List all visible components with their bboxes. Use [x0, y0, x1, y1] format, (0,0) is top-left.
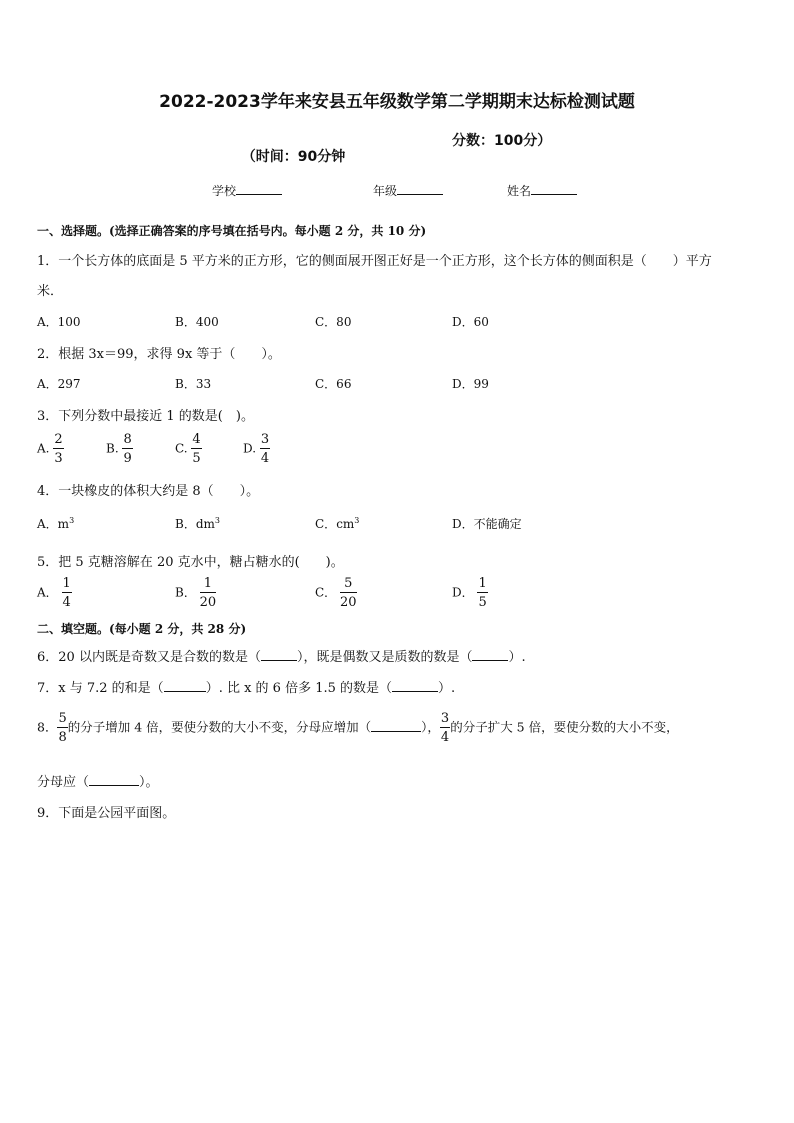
option-label: A．: [37, 517, 58, 531]
name-label: 姓名: [507, 184, 532, 198]
numerator: 1: [200, 577, 217, 593]
q5-option-c: [315, 577, 357, 609]
question-7-text: [37, 677, 455, 696]
unit: cm: [336, 517, 355, 531]
denominator: 4: [62, 595, 71, 610]
q6-part-a: 6．20 以内既是奇数又是合数的数是（: [37, 650, 261, 665]
question-8-text: [37, 712, 679, 744]
exponent: 3: [354, 516, 360, 525]
section-heading-fill: 二、填空题。(每小题 2 分，共 28 分): [37, 622, 247, 636]
denominator: 4: [260, 451, 270, 466]
question-9-text: 9．下面是公园平面图。: [37, 806, 176, 821]
numerator: 4: [192, 432, 201, 447]
school-field: [212, 182, 282, 199]
denominator: 9: [123, 451, 132, 466]
option-label: D.: [243, 441, 257, 456]
score-label: 分数：100分）: [452, 133, 552, 149]
option-label: C．: [315, 585, 337, 600]
unit: 不能确定: [473, 517, 522, 531]
option-label: D．: [452, 585, 474, 600]
fraction: [340, 577, 357, 609]
denominator: 20: [199, 595, 217, 610]
denominator: 3: [54, 451, 63, 466]
fraction: [62, 577, 72, 609]
question-5-text: 5．把 5 克糖溶解在 20 克水中，糖占糖水的( )。: [37, 555, 344, 570]
grade-blank: [397, 184, 443, 195]
answer-blank[interactable]: [371, 721, 421, 732]
exam-meta: [232, 130, 552, 182]
q1-option-d: D．60: [452, 315, 489, 329]
question-8-text-cont: [37, 771, 159, 790]
q3-option-c: [175, 433, 202, 465]
q7-part-b: ）. 比 x 的 6 倍多 1.5 的数是（: [205, 681, 393, 696]
denominator: 5: [192, 451, 201, 466]
name-blank: [531, 184, 577, 195]
fraction: [122, 433, 132, 465]
numerator: 1: [478, 576, 487, 591]
q4-option-d: [452, 515, 522, 532]
fraction: [53, 433, 63, 465]
question-2-text: 2．根据 3x＝99，求得 9x 等于（ ）。: [37, 347, 281, 362]
unit: dm: [195, 517, 215, 531]
option-label: A.: [37, 441, 50, 456]
unit: m: [57, 517, 70, 531]
q5-option-b: [175, 577, 216, 609]
numerator: 8: [123, 432, 132, 447]
numerator: 1: [62, 576, 71, 591]
denominator: 8: [58, 730, 67, 745]
name-field: [507, 182, 577, 199]
q4-option-c: [315, 515, 359, 532]
q4-option-a: [37, 515, 74, 532]
grade-label: 年级: [373, 184, 398, 198]
numerator: 2: [54, 432, 63, 447]
q1-option-b: B．400: [175, 315, 219, 329]
fraction: [200, 577, 217, 609]
question-1-text-cont: 米．: [37, 284, 64, 299]
q7-part-a: 7．x 与 7.2 的和是（: [37, 681, 164, 696]
numerator: 5: [58, 711, 67, 726]
option-label: A．: [37, 585, 58, 600]
answer-blank[interactable]: [164, 681, 206, 692]
question-4-text: 4．一块橡皮的体积大约是 8（ ）。: [37, 484, 260, 499]
option-label: B．: [175, 517, 196, 531]
time-label: （时间：90分钟: [241, 149, 346, 165]
denominator: 5: [478, 595, 487, 610]
option-label: B．: [175, 585, 196, 600]
q3-option-b: [106, 433, 133, 465]
q5-option-d: [452, 577, 488, 609]
q8-line2-a: 分母应（: [37, 775, 90, 790]
q1-option-a: A．100: [37, 315, 81, 329]
option-label: D．: [452, 517, 474, 531]
denominator: 20: [340, 595, 357, 610]
answer-blank[interactable]: [261, 650, 297, 661]
fraction: [191, 433, 201, 465]
q6-part-b: ），既是偶数又是质数的数是（: [296, 650, 473, 665]
denominator: 4: [440, 730, 450, 745]
question-6-text: [37, 646, 526, 665]
q2-option-a: A．297: [37, 377, 81, 391]
fraction: [440, 712, 450, 744]
q8-prefix: 8．: [37, 719, 58, 735]
q7-part-c: ）.: [438, 681, 456, 696]
q2-option-b: B．33: [175, 377, 212, 391]
question-3-text: 3．下列分数中最接近 1 的数是( )。: [37, 409, 254, 424]
school-label: 学校: [212, 184, 237, 198]
q5-option-a: [37, 577, 72, 609]
answer-blank[interactable]: [472, 650, 508, 661]
numerator: 5: [340, 577, 357, 593]
exponent: 3: [69, 516, 75, 525]
q8-part-c: 的分子扩大 5 倍，要使分数的大小不变，: [450, 719, 679, 735]
numerator: 3: [260, 432, 270, 447]
q3-option-d: [243, 433, 270, 465]
option-label: C.: [175, 441, 188, 456]
q6-part-c: ）.: [508, 650, 526, 665]
q8-line2-b: ）。: [139, 775, 159, 790]
q2-option-c: C．66: [315, 377, 352, 391]
section-heading-choice: 一、选择题。(选择正确答案的序号填在括号内。每小题 2 分，共 10 分): [37, 224, 427, 238]
q1-option-c: C．80: [315, 315, 352, 329]
q8-part-b: ），: [421, 719, 440, 735]
option-label: B.: [106, 441, 119, 456]
school-blank: [236, 184, 282, 195]
q8-part-a: 的分子增加 4 倍，要使分数的大小不变，分母应增加（: [67, 719, 372, 735]
q3-option-a: [37, 433, 64, 465]
fraction: [477, 577, 487, 609]
option-label: C．: [315, 517, 337, 531]
question-1-text: 1．一个长方体的底面是 5 平方米的正方形，它的侧面展开图正好是一个正方形，这个长方体的侧面积是（ ）平方: [37, 254, 712, 269]
answer-blank[interactable]: [89, 775, 139, 786]
grade-field: [373, 182, 443, 199]
fraction: [57, 712, 67, 744]
fraction: [260, 433, 270, 465]
q4-option-b: [175, 515, 220, 532]
exponent: 3: [214, 516, 220, 525]
numerator: 3: [440, 711, 450, 726]
answer-blank[interactable]: [392, 681, 438, 692]
page-title: 2022-2023学年来安县五年级数学第二学期期末达标检测试题: [159, 92, 635, 112]
q2-option-d: D．99: [452, 377, 489, 391]
